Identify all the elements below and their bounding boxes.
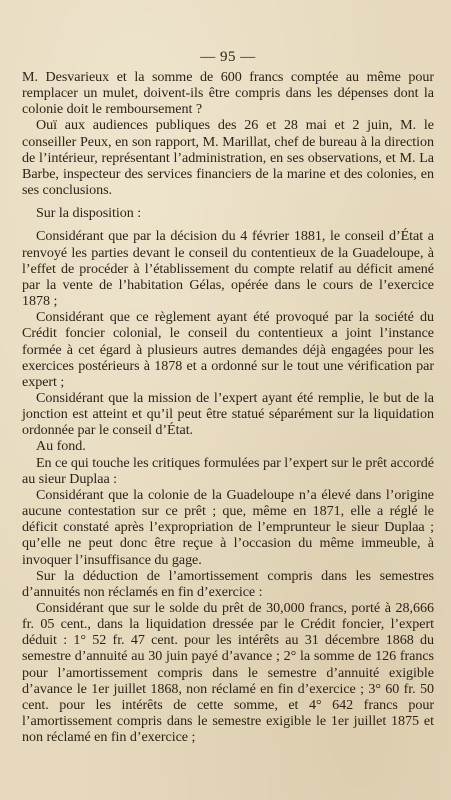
paragraph-critiques: En ce qui touche les critiques formulées par l’expert sur le prêt accordé au sieur Duplaa :: [22, 454, 434, 487]
paragraph-deduction: Sur la déduction de l’amortissement compris dans les semestres d’annuités non réclamés en fin d’exercice :: [22, 567, 434, 600]
paragraph-heading-fond: Au fond.: [36, 438, 86, 455]
paragraph-question: M. Desvarieux et la somme de 600 francs comptée au même pour remplacer un mulet, doivent-ils être compris dans les dépenses dont la colonie doit le remboursement ?: [22, 69, 434, 118]
paragraph-considerant-mission: Considérant que la mission de l’expert ayant été remplie, le but de la jonction est atteint et qu’il peut être statué séparément sur la liquidation ordonnée par le conseil d’État.: [22, 389, 434, 439]
paragraph-hearings: Ouï aux audiences publiques des 26 et 28 mai et 2 juin, M. le conseiller Peux, en son rapport, M. Marillat, chef de bureau à la direction de l’intérieur, représentant l’administration, en ses observations, et M. La Barbe, inspecteur des services financiers de la marine et des colonies, en ses conclusions.: [22, 117, 434, 199]
paragraph-considerant-reglement: Considérant que ce règlement ayant été provoqué par la société du Crédit foncier colonial, le conseil du contentieux a joint l’instance formée à cet égard à plusieurs autres demandes déjà engagées pour les exercices postérieurs à 1878 et a ordonné sur le tout une vérification par expert ;: [22, 309, 434, 390]
paragraph-considerant-solde: Considérant que sur le solde du prêt de 30,000 francs, porté à 28,666 fr. 05 cent., dans la liquidation dressée par le Crédit foncier, l’expert déduit : 1° 52 fr. 47 cent. pour les intérêts au 31 décembre 1868 du semestre d’annuité au 30 juin payé d’avance ; 2° la somme de 126 francs pour l’amortissement compris dans le semestre d’annuité exigible d’avance le 1er juillet 1868, non réclamé en fin d’exercice ; 3° 60 fr. 50 cent. pour les intérêts de cette somme, et 4° 642 francs pour l’amortissement compris dans le semestre exigible le 1er juillet 1875 et non réclamé en fin d’exercice ;: [22, 600, 434, 746]
paragraph-heading-disposition: Sur la disposition :: [36, 205, 142, 222]
document-page: [22, 48, 434, 745]
paragraph-considerant-decision: Considérant que par la décision du 4 février 1881, le conseil d’État a renvoyé les parties devant le conseil du contentieux de la Guadeloupe, à l’effet de procéder à l’établissement du compte relatif au déficit amené par la vente de l’habitation Gélas, opérée dans le cours de l’exercice 1878 ;: [22, 228, 434, 310]
paragraph-considerant-colonie: Considérant que la colonie de la Guadeloupe n’a élevé dans l’origine aucune contestation sur ce prêt ; que, même en 1871, elle a réglé le déficit constaté après l’expropriation de l’emprunteur le sieur Duplaa ; qu’elle ne peut donc être reçue à l’occasion du même immeuble, à invoquer l’insuffisance du gage.: [22, 486, 434, 568]
spacer: [22, 198, 434, 205]
page-number: — 95 —: [200, 49, 256, 65]
